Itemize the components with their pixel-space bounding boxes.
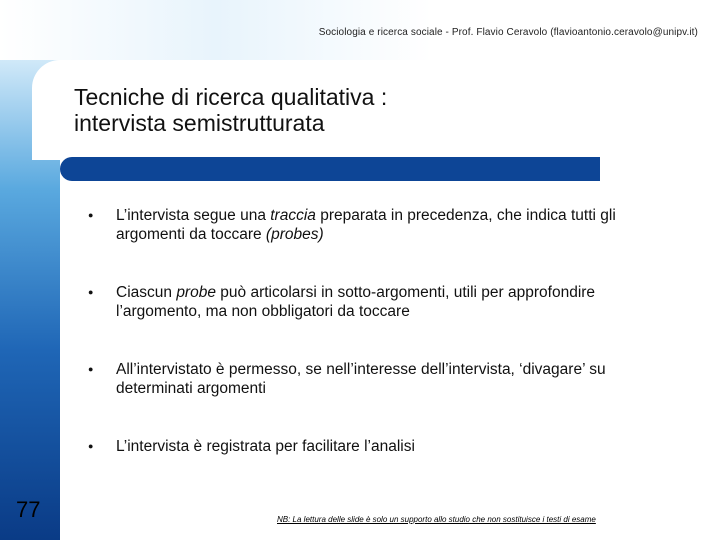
bullet-text <box>116 437 415 456</box>
bullet-text-run: preparata in precedenza, che indica tutti gli argomenti da toccare <box>116 207 616 243</box>
slide-title-line-2: intervista semistrutturata <box>74 110 325 136</box>
bullet-text <box>116 206 668 244</box>
footnote: NB: La lettura delle slide è solo un supporto allo studio che non sostituisce i testi di esame <box>277 515 596 524</box>
course-header: Sociologia e ricerca sociale - Prof. Flavio Ceravolo (flavioantonio.ceravolo@unipv.it) <box>318 27 698 38</box>
bullet-item <box>88 283 668 321</box>
bullet-text <box>116 360 668 398</box>
bullet-text <box>116 283 668 321</box>
slide-title <box>74 84 594 136</box>
bullet-text-run: Ciascun <box>116 284 177 301</box>
bullet-dot-icon: ● <box>88 364 94 374</box>
bullet-dot-icon: ● <box>88 210 94 220</box>
emphasis-text: traccia <box>270 207 316 224</box>
page-number: 77 <box>16 497 41 522</box>
title-accent-bar <box>60 157 600 181</box>
bullet-text-run: può articolarsi in sotto-argomenti, utili per approfondire l’argomento, ma non obbligatori da toccare <box>116 284 596 320</box>
bullet-dot-icon: ● <box>88 287 94 297</box>
emphasis-text: (probes) <box>265 226 324 243</box>
bullet-text-run: L’intervista è registrata per facilitare l’analisi <box>116 438 415 455</box>
bullet-text-run: All’intervistato è permesso, se nell’interesse dell’intervista, ‘divagare’ su determinati argomenti <box>116 361 606 397</box>
bullet-item <box>88 360 668 398</box>
slide-title-line-1: Tecniche di ricerca qualitativa : <box>74 84 388 110</box>
bullet-list <box>88 206 668 456</box>
bullet-dot-icon: ● <box>88 441 94 451</box>
bullet-item <box>88 437 668 456</box>
bullet-text-run: L’intervista segue una <box>116 207 271 224</box>
bullet-item <box>88 206 668 244</box>
emphasis-text: probe <box>176 284 216 301</box>
